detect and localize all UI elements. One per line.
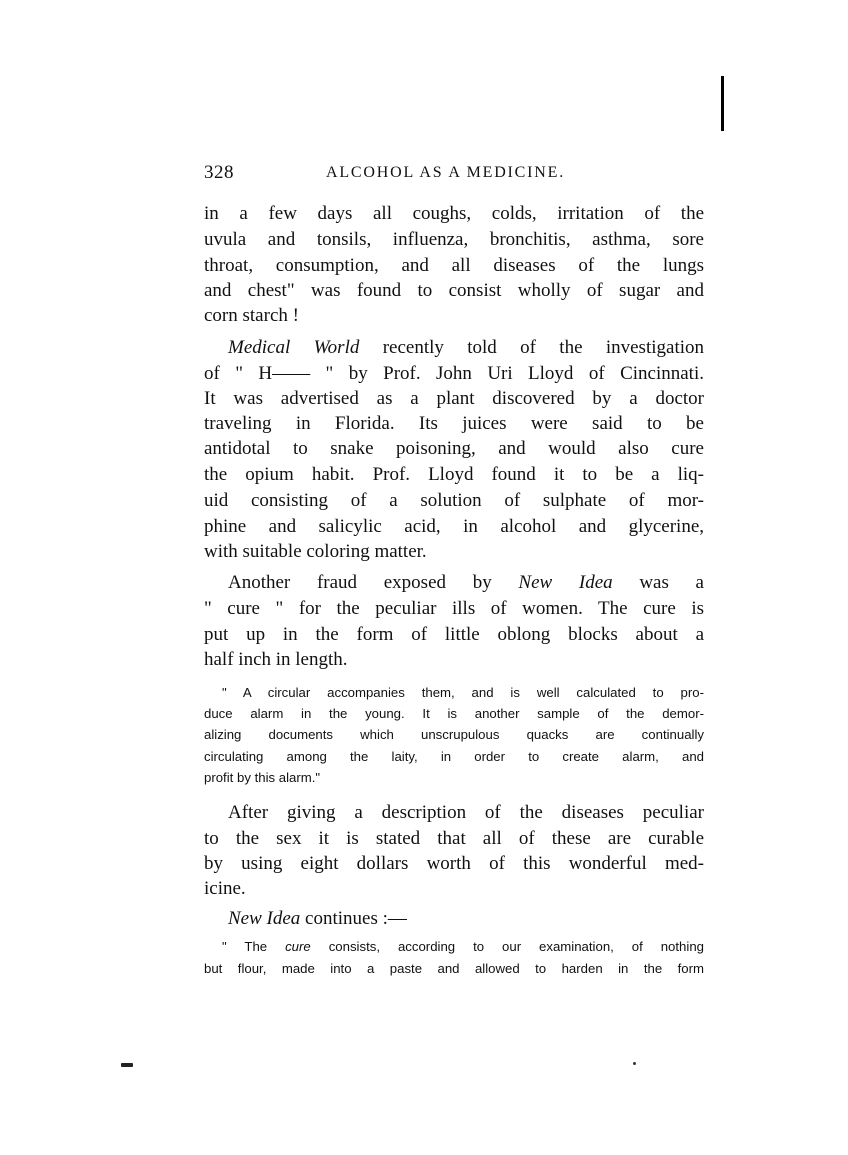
- body-line: It was advertised as a plant discovered by a doctor: [204, 388, 704, 409]
- body-line: of " H—— " by Prof. John Uri Lloyd of Cincinnati.: [204, 363, 704, 384]
- body-line: the opium habit. Prof. Lloyd found it to be a liq-: [204, 464, 704, 485]
- quote-line: alizing documents which unscrupulous quacks are continually: [204, 727, 704, 742]
- body-line: antidotal to snake poisoning, and would also cure: [204, 438, 704, 459]
- quote-line: " A circular accompanies them, and is well calculated to pro-: [222, 685, 704, 700]
- quote-line: but flour, made into a paste and allowed to harden in the form: [204, 961, 704, 976]
- publication-title: Medical World: [228, 337, 360, 358]
- quote-line: profit by this alarm.": [204, 770, 321, 785]
- body-line: New Idea continues :—: [228, 908, 407, 929]
- body-line: put up in the form of little oblong blocks about a: [204, 624, 704, 645]
- body-line: with suitable coloring matter.: [204, 541, 427, 562]
- body-line: in a few days all coughs, colds, irritation of the: [204, 203, 704, 224]
- body-line: traveling in Florida. Its juices were said to be: [204, 413, 704, 434]
- publication-title: New Idea: [518, 572, 613, 593]
- body-line: uvula and tonsils, influenza, bronchitis, asthma, sore: [204, 229, 704, 250]
- body-line: After giving a description of the diseases peculiar: [228, 802, 704, 823]
- page-header: [204, 160, 704, 186]
- publication-title: New Idea: [228, 908, 301, 929]
- page-number: 328: [204, 162, 234, 183]
- body-line: to the sex it is stated that all of these are curable: [204, 828, 704, 849]
- body-line: phine and salicylic acid, in alcohol and glycerine,: [204, 516, 704, 537]
- running-title: ALCOHOL AS A MEDICINE.: [326, 164, 566, 181]
- body-line: uid consisting of a solution of sulphate of mor-: [204, 490, 704, 511]
- body-line: Another fraud exposed by New Idea was a: [228, 572, 704, 593]
- quote-line: " The cure consists, according to our examination, of nothing: [222, 939, 704, 954]
- quote-line: circulating among the laity, in order to create alarm, and: [204, 749, 704, 764]
- scan-speck: [121, 1063, 133, 1067]
- body-line: Medical World recently told of the investigation: [228, 337, 705, 358]
- body-line: corn starch !: [204, 305, 299, 326]
- scan-speck: [633, 1062, 636, 1065]
- scan-edge-mark: [721, 76, 724, 131]
- body-line: icine.: [204, 878, 246, 899]
- body-line: " cure " for the peculiar ills of women. The cure is: [204, 598, 704, 619]
- body-line: and chest" was found to consist wholly of sugar and: [204, 280, 704, 301]
- body-line: throat, consumption, and all diseases of the lungs: [204, 255, 704, 276]
- body-line: by using eight dollars worth of this wonderful med-: [204, 853, 704, 874]
- quote-line: duce alarm in the young. It is another sample of the demor-: [204, 706, 704, 721]
- body-line: half inch in length.: [204, 649, 348, 670]
